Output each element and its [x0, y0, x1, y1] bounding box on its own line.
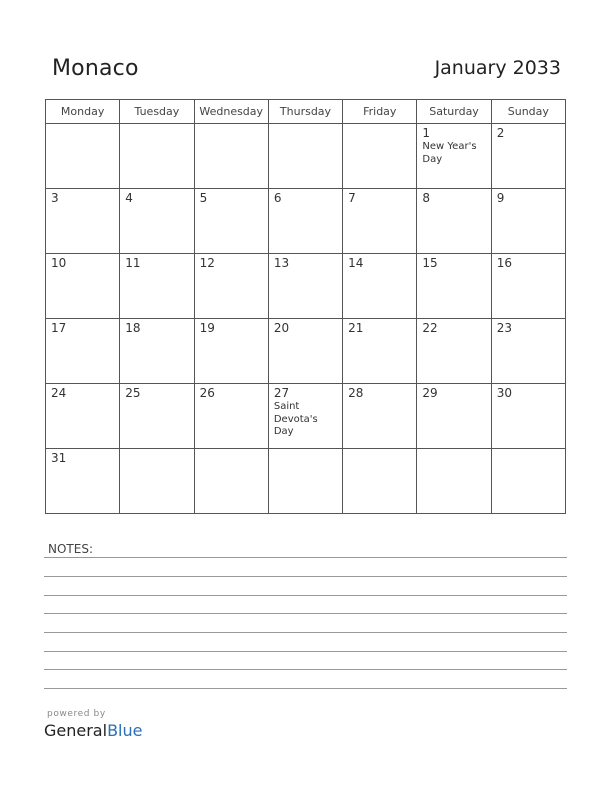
day-number: 25 [125, 386, 141, 400]
powered-by-text: powered by [47, 709, 106, 719]
calendar-day-cell [120, 449, 194, 514]
calendar-day-content [343, 254, 416, 272]
calendar-day-content [46, 449, 119, 467]
day-number: 11 [125, 256, 141, 270]
weekday-thursday: Thursday [268, 100, 342, 124]
notes-line [44, 669, 567, 670]
calendar-day-cell [417, 189, 491, 254]
day-number: 4 [125, 191, 133, 205]
calendar-day-content [492, 254, 565, 272]
calendar-day-content [195, 189, 268, 207]
calendar-day-cell [120, 319, 194, 384]
calendar-day-cell [46, 189, 120, 254]
day-number: 3 [51, 191, 59, 205]
calendar-day-cell [343, 254, 417, 319]
calendar-day-cell [46, 254, 120, 319]
weekday-saturday: Saturday [417, 100, 491, 124]
calendar-day-cell [268, 319, 342, 384]
calendar-day-content [269, 449, 342, 453]
calendar-day-cell [491, 384, 565, 449]
holiday-label: Saint Devota's Day [273, 401, 318, 437]
day-number: 16 [496, 256, 512, 270]
day-number: 21 [348, 321, 364, 335]
day-number: 8 [422, 191, 431, 205]
holiday-label: New Year's Day [422, 141, 477, 165]
day-number: 24 [51, 386, 67, 400]
calendar-day-content [417, 254, 490, 272]
day-number: 28 [348, 386, 364, 400]
calendar-day-cell [417, 319, 491, 384]
calendar-day-content [492, 189, 565, 207]
notes-line [44, 613, 567, 614]
calendar-body [46, 124, 566, 514]
notes-label: NOTES: [48, 542, 93, 556]
calendar-day-cell [343, 384, 417, 449]
calendar-day-content [195, 254, 268, 272]
calendar-day-cell [194, 124, 268, 189]
calendar-day-content [269, 319, 342, 337]
calendar-day-content [120, 254, 193, 272]
calendar-day-cell [194, 319, 268, 384]
day-number: 1 [422, 126, 431, 140]
calendar-day-content [46, 319, 119, 337]
notes-line [44, 557, 567, 558]
day-number: 23 [496, 321, 512, 335]
calendar-day-cell [417, 384, 491, 449]
calendar-day-cell [491, 189, 565, 254]
day-number: 27 [273, 386, 290, 400]
calendar-day-content [269, 384, 342, 441]
calendar-day-cell [343, 124, 417, 189]
calendar-day-content [195, 124, 268, 128]
calendar-day-content [269, 254, 342, 272]
calendar-day-content [46, 124, 119, 128]
logo-text-blue: Blue [107, 721, 143, 740]
calendar-day-cell [268, 449, 342, 514]
calendar-day-cell [268, 254, 342, 319]
weekday-sunday: Sunday [491, 100, 565, 124]
calendar-day-cell [417, 254, 491, 319]
calendar-day-cell [491, 319, 565, 384]
calendar-day-cell [120, 384, 194, 449]
day-number: 31 [51, 451, 67, 465]
calendar-day-cell [46, 384, 120, 449]
calendar-day-cell [194, 254, 268, 319]
calendar-day-content [269, 124, 342, 128]
calendar-day-cell [268, 384, 342, 449]
day-number: 22 [422, 321, 438, 335]
calendar-day-cell [46, 319, 120, 384]
calendar-week-row [46, 449, 566, 514]
calendar-day-content [46, 254, 119, 272]
weekday-tuesday: Tuesday [120, 100, 194, 124]
calendar-day-content [417, 124, 490, 168]
day-number: 13 [273, 256, 290, 270]
calendar-day-content [417, 449, 490, 453]
calendar-grid [45, 99, 566, 514]
notes-line [44, 651, 567, 652]
calendar-month-title: January 2033 [434, 57, 561, 79]
calendar-week-row [46, 254, 566, 319]
calendar-day-content [417, 189, 490, 207]
calendar-day-cell [46, 449, 120, 514]
calendar-day-content [269, 189, 342, 207]
generalblue-logo[interactable] [44, 721, 142, 740]
notes-line [44, 576, 567, 577]
calendar-week-row [46, 384, 566, 449]
calendar-day-content [417, 384, 490, 402]
day-number: 6 [273, 191, 282, 205]
day-number: 12 [199, 256, 215, 270]
calendar-country-title: Monaco [52, 56, 139, 81]
calendar-day-cell [343, 449, 417, 514]
calendar-day-content [343, 319, 416, 337]
calendar-day-content [492, 449, 565, 453]
calendar-day-content [195, 449, 268, 453]
day-number: 17 [51, 321, 67, 335]
day-number: 30 [496, 386, 512, 400]
calendar-day-content [120, 319, 193, 337]
notes-line [44, 688, 567, 689]
calendar-week-row [46, 124, 566, 189]
calendar-day-content [46, 189, 119, 207]
calendar-day-content [417, 319, 490, 337]
day-number: 7 [348, 191, 356, 205]
calendar-day-content [120, 384, 193, 402]
calendar-day-cell [194, 384, 268, 449]
calendar-day-content [120, 124, 193, 128]
day-number: 26 [199, 386, 215, 400]
calendar-day-cell [268, 124, 342, 189]
calendar-day-cell [491, 449, 565, 514]
calendar-day-content [492, 319, 565, 337]
calendar-day-cell [120, 189, 194, 254]
day-number: 14 [348, 256, 364, 270]
calendar-day-cell [343, 319, 417, 384]
calendar-day-cell [343, 189, 417, 254]
calendar-week-row [46, 319, 566, 384]
calendar-day-content [343, 384, 416, 402]
calendar-day-content [120, 449, 193, 453]
day-number: 18 [125, 321, 141, 335]
calendar-day-content [46, 384, 119, 402]
calendar-day-cell [194, 189, 268, 254]
day-number: 20 [273, 321, 290, 335]
calendar-day-content [492, 124, 565, 142]
calendar-day-content [343, 189, 416, 207]
calendar-day-cell [268, 189, 342, 254]
day-number: 29 [422, 386, 438, 400]
calendar-day-content [343, 124, 416, 128]
day-number: 5 [199, 191, 208, 205]
day-number: 2 [496, 126, 505, 140]
logo-text-general: General [44, 721, 108, 740]
calendar-day-content [492, 384, 565, 402]
weekday-monday: Monday [46, 100, 120, 124]
calendar-day-cell [491, 254, 565, 319]
calendar-week-row [46, 189, 566, 254]
day-number: 19 [199, 321, 215, 335]
day-number: 15 [422, 256, 438, 270]
calendar-day-cell [417, 449, 491, 514]
calendar-day-content [343, 449, 416, 453]
calendar-day-content [195, 319, 268, 337]
weekday-header-row [46, 100, 566, 124]
day-number: 10 [51, 256, 67, 270]
notes-line [44, 632, 567, 633]
calendar-day-cell [417, 124, 491, 189]
calendar-day-cell [194, 449, 268, 514]
notes-line [44, 595, 567, 596]
calendar-day-content [120, 189, 193, 207]
calendar-day-cell [491, 124, 565, 189]
day-number: 9 [496, 191, 505, 205]
calendar-day-cell [120, 124, 194, 189]
weekday-friday: Friday [343, 100, 417, 124]
calendar-day-cell [46, 124, 120, 189]
calendar-day-cell [120, 254, 194, 319]
weekday-wednesday: Wednesday [194, 100, 268, 124]
calendar-day-content [195, 384, 268, 402]
